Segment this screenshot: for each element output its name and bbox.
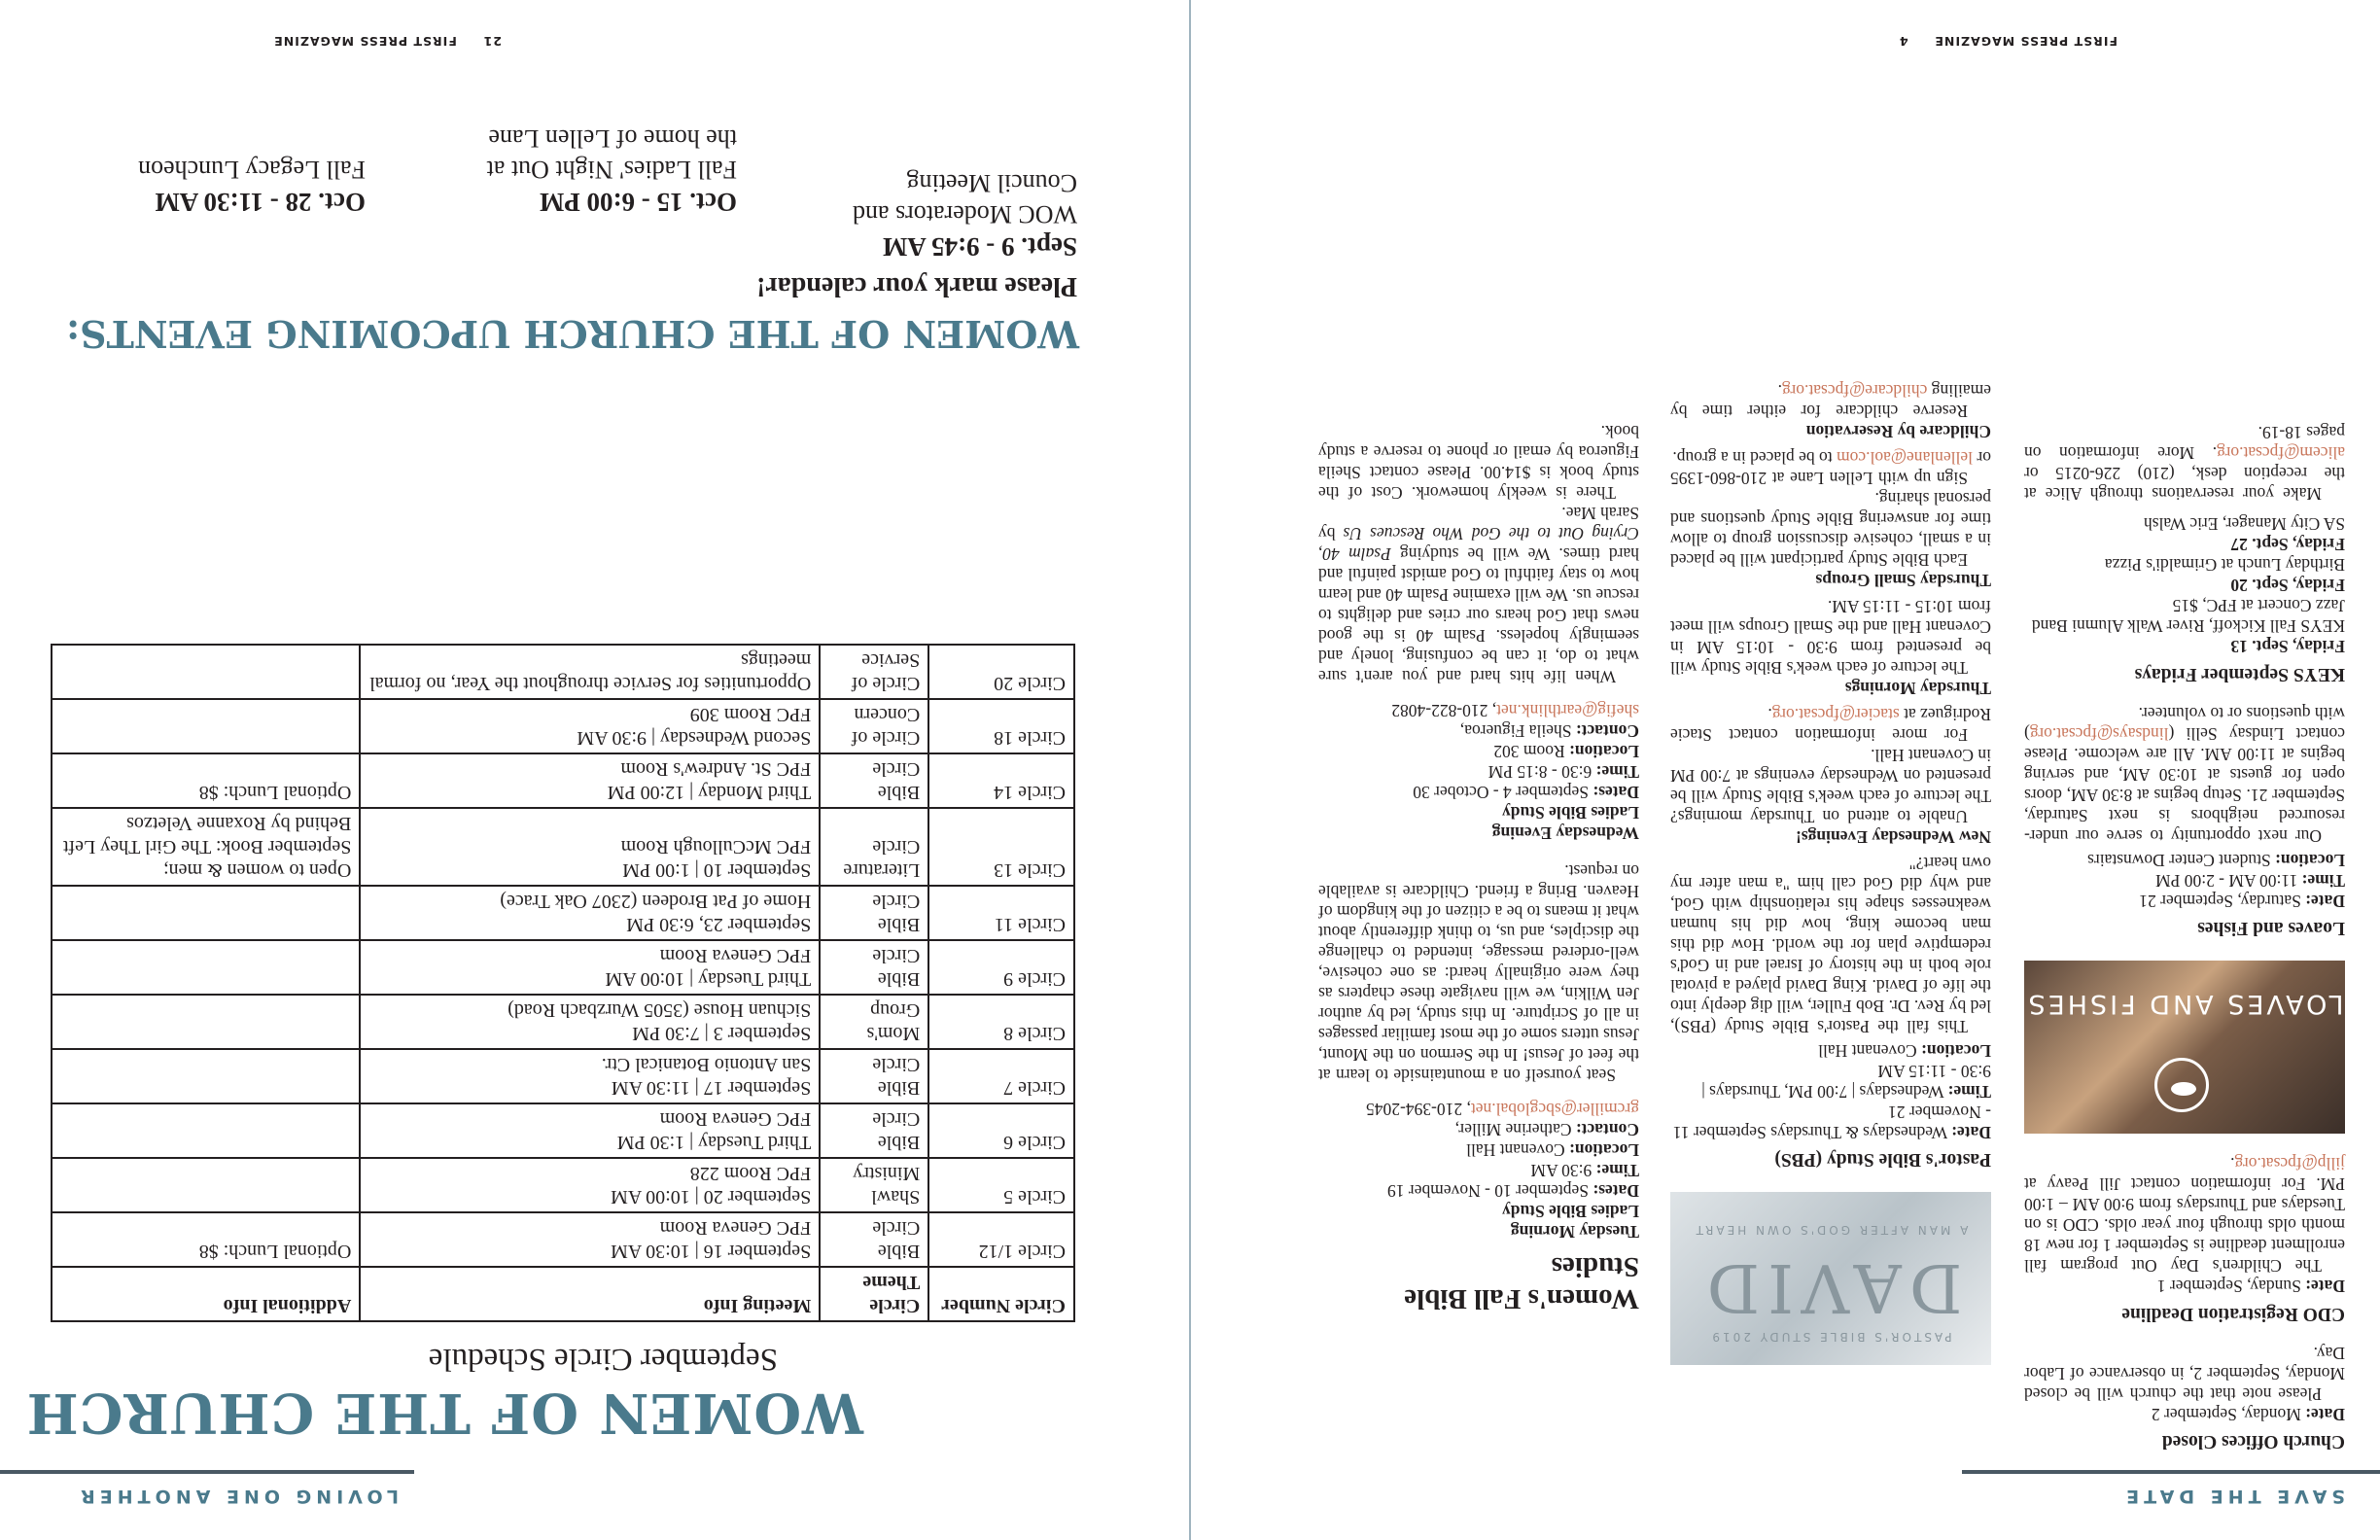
cell-additional-info: Optional Lunch: $8 <box>52 753 360 808</box>
event-what: WOC Moderators and Council Meeting <box>852 168 1077 229</box>
cell-additional-info: Optional Lunch: $8 <box>52 1212 360 1267</box>
wed-title-1: Wednesday Evening <box>1491 823 1639 844</box>
section-rule <box>0 1470 414 1474</box>
thu-morn-heading: Thursday Mornings <box>1844 678 1991 698</box>
col-header-meeting-info: Meeting Info <box>360 1267 820 1321</box>
pbs-location: Location: Covenant Hall <box>1818 1040 1991 1061</box>
cell-additional-info: Open to women & men; September Book: The Girl They Left Behind by Roxanne Veletzos <box>52 808 360 886</box>
loaves-email-link[interactable]: lindsays@fpcsat.org <box>2029 723 2169 744</box>
column-1 <box>2024 422 2345 1458</box>
church-closed-heading: Church Offices Closed <box>2161 1431 2345 1452</box>
circle-schedule-table <box>51 644 1075 1322</box>
wed-title-2: Ladies Bible Study <box>1501 803 1639 823</box>
keys-desc-2: Birthday Lunch at Grimaldi's Pizza <box>2104 555 2345 576</box>
cell-circle-number: Circle 11 <box>928 886 1074 940</box>
section-label: LOVING ONE ANOTHER <box>76 1486 399 1507</box>
table-row <box>52 886 1074 940</box>
keys-day-2: Friday, Sept. 20 <box>2230 576 2345 596</box>
loaves-banner-title: LOAVES AND FISHES <box>2025 989 2344 1020</box>
keys-desc-1: KEYS Fall Kickoff, River Walk Alumni Band Jazz Concert at FPC, $15 <box>2031 596 2345 637</box>
loaves-location: Location: Student Center Downstairs <box>2087 850 2345 870</box>
cell-circle-theme: Bible Circle <box>820 886 928 940</box>
cdo-heading: CDO Registration Deadline <box>2121 1303 2345 1324</box>
church-closed-body: Please note that the church will be closed Monday, September 2, in observance of Labor Day. <box>2024 1343 2345 1404</box>
page-footer <box>1899 34 2118 49</box>
cell-circle-number: Circle 8 <box>928 995 1074 1049</box>
cell-meeting-info: September 17 | 11:30 AM San Antonio Botanical Ctr. <box>360 1049 820 1103</box>
childcare-body: Reserve childcare for either time by emailing childcare@fpcsat.org. <box>1670 380 1991 421</box>
thu-small-email-link[interactable]: lellenlane@aol.com <box>1837 447 1974 468</box>
cell-circle-theme: Mom's Group <box>820 995 928 1049</box>
column-3 <box>1318 421 1639 1458</box>
david-banner <box>1670 1192 1991 1365</box>
tue-contact: Contact: Catherine Miller, grcmiller@sbcglobal.net, 210-394-2045 <box>1366 1100 1639 1140</box>
wed-location: Location: Room 302 <box>1493 742 1639 762</box>
cell-additional-info <box>52 940 360 995</box>
womens-studies-heading: Women's Fall Bible Studies <box>1404 1250 1639 1314</box>
cell-meeting-info: Opportunities for Service throughout the Year, no formal meetings <box>360 645 820 699</box>
tue-location: Location: Covenant Hall <box>1466 1140 1639 1161</box>
cell-meeting-info: September 23, 6:30 PM Home of Pat Brodeen (2307 Oak Trace) <box>360 886 820 940</box>
table-row <box>52 699 1074 753</box>
cdo-body: The Children's Day Out program fall enrollment deadline is September 1 for new 18 month olds through four year olds. CDO is on Tuesdays and Thursdays from 9:00 AM – 1:00 PM. For information contact Jill Peavy at jillp@fpcsat.org. <box>2024 1154 2345 1277</box>
cell-additional-info <box>52 995 360 1049</box>
new-wed-email-link[interactable]: stacier@fpcsat.org <box>1771 704 1900 724</box>
new-wed-body: Unable to attend on Thursday mornings? The lecture of each week's Bible Study will be presented on Wednesday evenings at 7:00 PM in Covenant Hall. <box>1670 745 1991 826</box>
cell-meeting-info: September 16 | 10:30 AM FPC Geneva Room <box>360 1212 820 1267</box>
cell-additional-info <box>52 886 360 940</box>
event-item <box>74 154 366 218</box>
page-subtitle: September Circle Schedule <box>428 1342 778 1377</box>
cell-meeting-info: Third Monday | 12:00 PM FPC St. Andrew's Room <box>360 753 820 808</box>
new-wed-heading: New Wednesday Evenings! <box>1796 826 1991 847</box>
cell-circle-theme: Circle of Concern <box>820 699 928 753</box>
table-row <box>52 1103 1074 1158</box>
table-header-row <box>52 1267 1074 1321</box>
loaves-and-fishes-banner <box>2024 961 2345 1134</box>
table-row <box>52 1212 1074 1267</box>
tue-time: Time: 9:30 AM <box>1530 1161 1639 1181</box>
events-heading: WOMEN OF THE CHURCH UPCOMING EVENTS: <box>66 312 1079 356</box>
event-item <box>805 166 1077 262</box>
tue-email-link[interactable]: grcmiller@sbcglobal.net <box>1470 1100 1639 1120</box>
church-closed-date: Date: Monday, September 2 <box>2151 1404 2345 1424</box>
new-wed-contact: For more information contact Stacie Rodriguez at stacier@fpcsat.org. <box>1670 704 1991 745</box>
section-rule <box>1962 1470 2380 1474</box>
event-what: Fall Ladies' Night Out at the home of Lellen Lane <box>486 123 737 185</box>
events-subheading: Please mark your calendar! <box>756 271 1077 301</box>
cell-additional-info <box>52 645 360 699</box>
cell-circle-theme: Bible Circle <box>820 1212 928 1267</box>
cell-circle-number: Circle 9 <box>928 940 1074 995</box>
thu-small-heading: Thursday Small Groups <box>1815 570 1991 590</box>
cell-circle-number: Circle 20 <box>928 645 1074 699</box>
cell-additional-info <box>52 1158 360 1212</box>
thu-small-signup: Sign up with Lellen Lane at 210-860-1395 or lellenlane@aol.com to be placed in a group. <box>1670 447 1991 488</box>
event-item <box>474 122 737 218</box>
cdo-email-link[interactable]: jillp@fpcsat.org <box>2234 1154 2345 1174</box>
cell-meeting-info: Third Tuesday | 1:30 PM FPC Geneva Room <box>360 1103 820 1158</box>
event-when: Sept. 9 - 9:45 AM <box>882 232 1077 262</box>
event-when: Oct. 15 - 6:00 PM <box>539 188 737 217</box>
table-row <box>52 940 1074 995</box>
wed-body-2: There is weekly homework. Cost of the study book is $14.00. Please contact Sheila Figueroa by email or phone to reserve a study book. <box>1318 422 1639 504</box>
cell-circle-theme: Bible Circle <box>820 1103 928 1158</box>
cell-circle-number: Circle 5 <box>928 1158 1074 1212</box>
david-banner-bottom: A MAN AFTER GOD'S OWN HEART <box>1693 1223 1969 1237</box>
table-row <box>52 645 1074 699</box>
cell-additional-info <box>52 1103 360 1158</box>
page-title: WOMEN OF THE CHURCH <box>25 1381 863 1445</box>
cell-circle-theme: Bible Circle <box>820 940 928 995</box>
col-header-circle-number: Circle Number <box>928 1267 1074 1321</box>
tue-body: Seat yourself on a mountainside to learn at the feet of Jesus! In the Sermon on the Mount, Jesus utters some of the most familiar passages in all of Scripture. In this study, led by author Jen Wilkin, we will navigate these chapters as they were originally heard: as one cohesive, well-ordered message, intended to challenge the disciples, and us, to think differently about what it means to be a citizen of the kingdom of Heaven. Bring a friend. Childcare is available on request. <box>1317 861 1639 1086</box>
keys-desc-3: SA City Manager, Eric Walsh <box>2143 514 2345 535</box>
table-row <box>52 753 1074 808</box>
pbs-time: Time: Wednesdays | 7:00 PM, Thursdays | 9:30 - 11:15 AM <box>1701 1061 1991 1102</box>
col-header-additional-info: Additional Info <box>52 1267 360 1321</box>
cell-meeting-info: September 10 | 1:00 PM FPC McCullough Room <box>360 808 820 886</box>
childcare-heading: Childcare by Reservation <box>1805 421 1991 441</box>
event-when: Oct. 28 - 11:30 AM <box>155 188 366 217</box>
col-header-circle-theme: Circle Theme <box>820 1267 928 1321</box>
wed-dates: Dates: September 4 - October 30 <box>1413 783 1639 803</box>
wed-email-link[interactable]: shefig@earthlink.net <box>1496 701 1639 721</box>
cell-circle-number: Circle 13 <box>928 808 1074 886</box>
david-banner-top: PASTOR'S BIBLE STUDY 2019 <box>1709 1330 1952 1344</box>
footer-page-number: 21 <box>482 34 502 49</box>
table-row <box>52 995 1074 1049</box>
tue-dates: Dates: September 10 - November 19 <box>1386 1181 1639 1202</box>
table-row <box>52 808 1074 886</box>
keys-day-1: Friday, Sept. 13 <box>2230 637 2345 657</box>
cell-circle-number: Circle 1/12 <box>928 1212 1074 1267</box>
cell-meeting-info: Third Tuesday | 10:00 AM FPC Geneva Room <box>360 940 820 995</box>
david-banner-title: DAVID <box>1698 1248 1963 1325</box>
footer-magazine-title: FIRST PRESS MAGAZINE <box>1934 34 2118 49</box>
fish-logo-icon <box>2154 1058 2209 1112</box>
cell-circle-number: Circle 14 <box>928 753 1074 808</box>
page-footer <box>273 34 502 49</box>
loaves-heading: Loaves and Fishes <box>2197 918 2345 939</box>
tue-title-2: Ladies Bible Study <box>1501 1202 1639 1222</box>
column-2 <box>1670 380 1991 1458</box>
pbs-body: This fall the Pastor's Bible Study (PBS), led by Rev. Dr. Bob Fuller, will dig deeply into the life of David. King David played a pivotal role both in the history of Israel and in God's redemptive plan for the world. How did this man become king, how did his human weaknesses shape his relationship with God, and why did God call him "a man after my own heart?" <box>1670 853 1991 1036</box>
loaves-date: Date: Saturday, September 21 <box>2139 891 2345 911</box>
cell-additional-info <box>52 699 360 753</box>
thu-small-body: Each Bible Study participant will be placed in a small, cohesive discussion group to allow time for answering Bible Study questions and personal sharing. <box>1670 488 1991 570</box>
childcare-email-link[interactable]: childcare@fpcsat.org <box>1781 380 1928 401</box>
pbs-heading: Pastor's Bible Study (PBS) <box>1774 1149 1991 1170</box>
cell-meeting-info: September 3 | 7:30 PM Sichuan House (3505 Wurzbach Road) <box>360 995 820 1049</box>
keys-heading: KEYS September Fridays <box>2134 663 2345 684</box>
cell-circle-number: Circle 18 <box>928 699 1074 753</box>
table-row <box>52 1049 1074 1103</box>
cell-additional-info <box>52 1049 360 1103</box>
wed-body: When life hits hard and you aren't sure what to do, it can be confusing, lonely and seemingly hopeless. Psalm 40 is the good news that God hears our cries and delights to rescue us. We will examine Psalm 40 and learn how to stay faithful to God amidst painful and hard times. We will be studying Psalm 40, Crying Out to the God Who Rescues Us by Sarah Mae. <box>1317 504 1639 687</box>
footer-magazine-title: FIRST PRESS MAGAZINE <box>273 34 457 49</box>
keys-body: Make your reservations through Alice at the reception desk, (210) 226-0215 or alicem@fpcsat.org. More information on pages 18-19. <box>2024 423 2345 505</box>
wed-time: Time: 6:30 - 8:15 PM <box>1488 762 1639 783</box>
cell-meeting-info: September 20 | 10:00 AM FPC Room 228 <box>360 1158 820 1212</box>
footer-page-number: 4 <box>1898 34 1908 49</box>
loaves-time: Time: 11:00 AM - 2:00 PM <box>2155 870 2345 891</box>
cell-circle-theme: Bible Circle <box>820 1049 928 1103</box>
tue-title-1: Tuesday Morning <box>1510 1222 1639 1242</box>
table-row <box>52 1158 1074 1212</box>
keys-day-3: Friday, Sept. 27 <box>2230 535 2345 555</box>
loaves-body: Our next opportunity to serve our under-resourced neighbors is next Saturday, September 21. Setup begins at 8:30 AM, doors open for guests at 10:30 AM, and serving begins at 11:00 AM. All are welcome. Please contact Lindsay Selli (lindsays@fpcsat.org) with questions or to volunteer. <box>2024 703 2345 846</box>
cdo-date: Date: Sunday, September 1 <box>2156 1277 2345 1297</box>
cell-circle-theme: Shawl Ministry <box>820 1158 928 1212</box>
keys-email-link[interactable]: alicem@fpcsat.org <box>2217 443 2345 464</box>
cell-circle-number: Circle 7 <box>928 1049 1074 1103</box>
wed-contact: Contact: Sheila Figueroa, shefig@earthlink.net, 210-822-4082 <box>1391 701 1639 742</box>
cell-meeting-info: Second Wednesday | 9:30 AM FPC Room 309 <box>360 699 820 753</box>
cell-circle-theme: Literature Circle <box>820 808 928 886</box>
pbs-date: Date: Wednesdays & Thursdays September 11 - November 21 <box>1672 1102 1991 1142</box>
cell-circle-number: Circle 6 <box>928 1103 1074 1158</box>
section-label: SAVE THE DATE <box>2121 1486 2345 1507</box>
cell-circle-theme: Bible Circle <box>820 753 928 808</box>
page-4 <box>1190 0 2380 1540</box>
table-body <box>52 645 1074 1267</box>
event-what: Fall Legacy Luncheon <box>138 156 366 185</box>
thu-morn-body: The lecture of each week's Bible Study will be presented from 9:30 - 10:15 AM in Covenant Hall and the Small Groups will meet from 10:15 - 11:15 AM. <box>1670 596 1991 678</box>
cell-circle-theme: Circle of Service <box>820 645 928 699</box>
